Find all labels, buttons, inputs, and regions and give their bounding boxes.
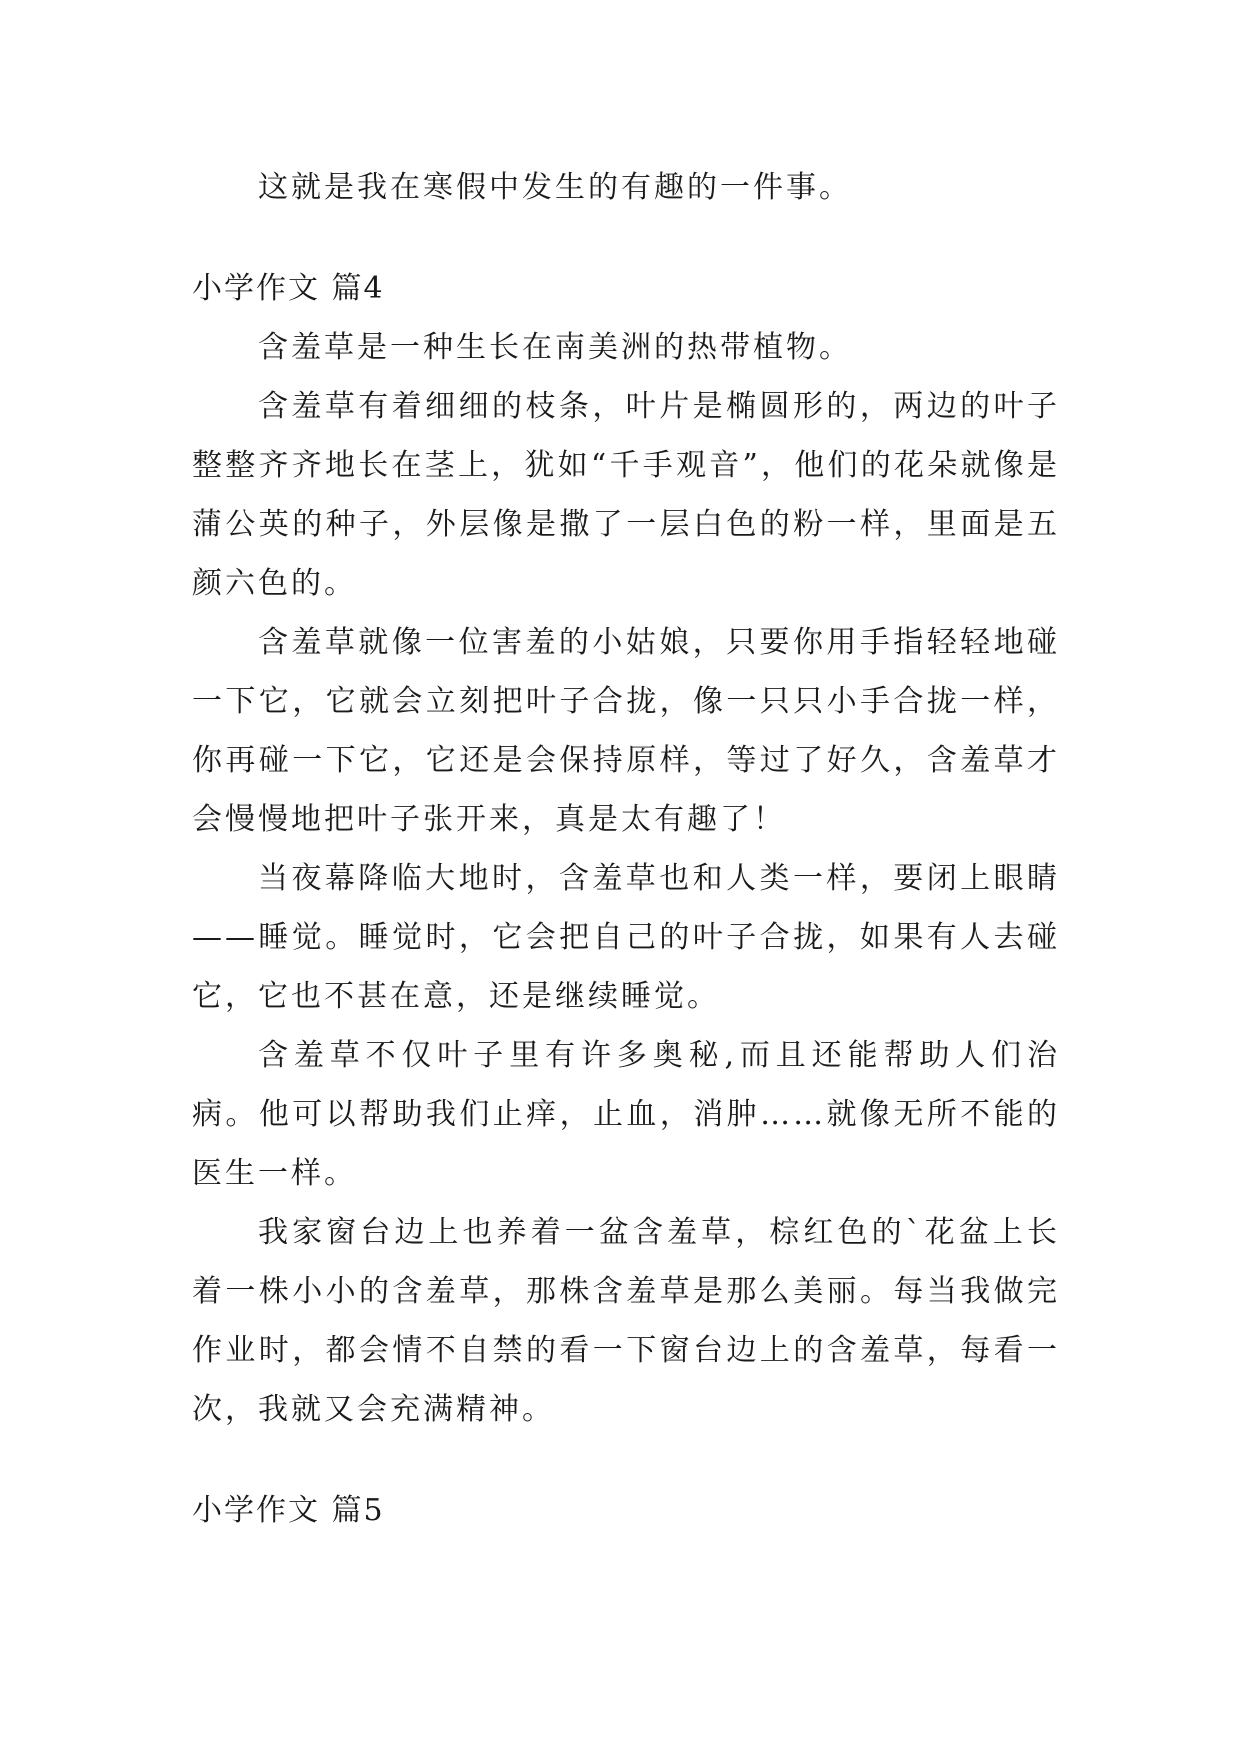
section-heading-5: 小学作文 篇5 [192, 1493, 385, 1528]
paragraph: 我家窗台边上也养着一盆含羞草，棕红色的`花盆上长着一株小小的含羞草，那株含羞草是那么美丽。每当我做完作业时，都会情不自禁的看一下窗台边上的含羞草，每看一次，我就又会充满精神。 [192, 1215, 1060, 1427]
paragraph: 含羞草不仅叶子里有许多奥秘,而且还能帮助人们治病。他可以帮助我们止痒，止血，消肿……就像无所不能的医生一样。 [192, 1038, 1060, 1191]
paragraph: 含羞草就像一位害羞的小姑娘，只要你用手指轻轻地碰一下它，它就会立刻把叶子合拢，像一只只小手合拢一样，你再碰一下它，它还是会保持原样，等过了好久，含羞草才会慢慢地把叶子张开来，真是太有趣了！ [192, 625, 1060, 837]
paragraph: 含羞草有着细细的枝条，叶片是椭圆形的，两边的叶子整整齐齐地长在茎上，犹如“千手观音”，他们的花朵就像是蒲公英的种子，外层像是撒了一层白色的粉一样，里面是五颜六色的。 [192, 389, 1060, 601]
section-spacer [192, 1439, 1060, 1481]
closing-paragraph: 这就是我在寒假中发生的有趣的一件事。 [258, 170, 852, 205]
section-heading-4: 小学作文 篇4 [192, 271, 385, 306]
paragraph: 含羞草是一种生长在南美洲的热带植物。 [258, 330, 852, 365]
document-body [192, 158, 1060, 1540]
paragraph: 当夜幕降临大地时，含羞草也和人类一样，要闭上眼睛——睡觉。睡觉时，它会把自己的叶子合拢，如果有人去碰它，它也不甚在意，还是继续睡觉。 [192, 861, 1060, 1014]
